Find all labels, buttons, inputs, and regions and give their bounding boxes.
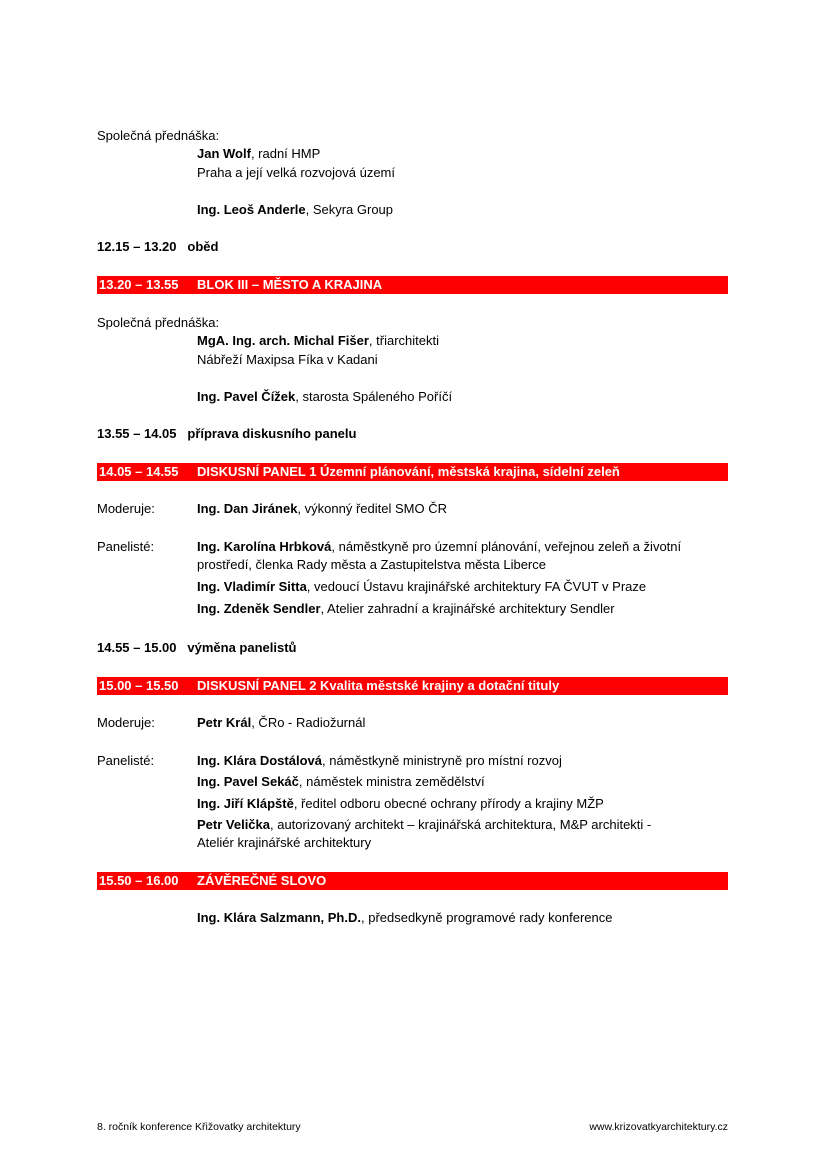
moderator-name: Petr Král (197, 715, 252, 730)
schedule-item-swap (97, 639, 296, 657)
panelist-name: Ing. Jiří Klápště (197, 796, 294, 811)
section-time: 15.00 – 15.50 (99, 678, 179, 693)
schedule-time: 14.55 – 15.00 (97, 640, 177, 655)
panelist-name: Ing. Vladimír Sitta (197, 579, 307, 594)
panelist-name: Ing. Klára Dostálová (197, 753, 322, 768)
panelist-line (197, 773, 485, 791)
schedule-time: 12.15 – 13.20 (97, 239, 177, 254)
section-title: ZÁVĚREČNÉ SLOVO (197, 873, 327, 888)
speaker-name: Ing. Klára Salzmann, Ph.D. (197, 910, 361, 925)
panelist-name: Petr Velička (197, 817, 270, 832)
section-bar-panel-2 (97, 677, 728, 695)
speaker-affiliation: , předsedkyně programové rady konference (360, 910, 613, 925)
footer-conference-name: 8. ročník konference Křižovatky architektury (97, 1121, 301, 1133)
speaker-line (197, 201, 393, 219)
moderator-name: Ing. Dan Jiránek (197, 501, 298, 516)
closing-speaker-line (197, 909, 612, 927)
schedule-item-prep (97, 425, 356, 443)
section-time: 14.05 – 14.55 (99, 464, 179, 479)
section-title: BLOK III – MĚSTO A KRAJINA (197, 277, 383, 292)
panelist-line (197, 578, 646, 596)
panelist-line (197, 600, 615, 618)
speaker-name: MgA. Ing. arch. Michal Fišer (197, 333, 369, 348)
moderator-label: Moderuje: (97, 501, 155, 516)
section-time: 13.20 – 13.55 (99, 277, 179, 292)
panelist-affiliation: , náměstkyně ministryně pro místní rozvoj (321, 753, 562, 768)
talk-title: Praha a její velká rozvojová území (197, 165, 395, 180)
lecture-label: Společná přednáška: (97, 128, 220, 143)
moderator-affiliation: , výkonný ředitel SMO ČR (297, 501, 447, 516)
panelist-line (197, 752, 562, 770)
footer-website-link[interactable]: www.krizovatkyarchitektury.cz (589, 1121, 728, 1133)
lecture-label: Společná přednáška: (97, 315, 220, 330)
panelist-line (197, 816, 651, 834)
moderator-line (197, 714, 365, 732)
panelist-name: Ing. Zdeněk Sendler (197, 601, 321, 616)
panelist-line (197, 538, 681, 556)
moderator-line (197, 500, 447, 518)
panelist-affiliation: , Atelier zahradní a krajinářské architektury Sendler (320, 601, 615, 616)
panelist-affiliation: , náměstek ministra zemědělství (298, 774, 485, 789)
panelist-affiliation-continued: prostředí, členka Rady města a Zastupitelstva města Liberce (197, 557, 546, 572)
schedule-item-lunch (97, 238, 218, 256)
panelist-affiliation: , autorizovaný architekt – krajinářská architektura, M&P architekti - (270, 817, 652, 832)
panelist-affiliation: , náměstkyně pro územní plánování, veřejnou zeleň a životní (331, 539, 682, 554)
speaker-line (197, 332, 439, 350)
speaker-name: Ing. Leoš Anderle (197, 202, 306, 217)
panelist-affiliation-continued: Ateliér krajinářské architektury (197, 835, 372, 850)
panelist-name: Ing. Pavel Sekáč (197, 774, 299, 789)
section-bar-block-iii (97, 276, 728, 294)
schedule-time: 13.55 – 14.05 (97, 426, 177, 441)
panelist-affiliation: , vedoucí Ústavu krajinářské architektury FA ČVUT v Praze (306, 579, 647, 594)
speaker-line (197, 145, 320, 163)
section-bar-closing (97, 872, 728, 890)
speaker-affiliation: , radní HMP (250, 146, 321, 161)
moderator-label: Moderuje: (97, 715, 155, 730)
schedule-label: výměna panelistů (187, 640, 297, 655)
speaker-line (197, 388, 452, 406)
panelist-name: Ing. Karolína Hrbková (197, 539, 332, 554)
speaker-affiliation: , Sekyra Group (305, 202, 394, 217)
panelist-affiliation: , ředitel odboru obecné ochrany přírody a krajiny MŽP (293, 796, 604, 811)
section-bar-panel-1 (97, 463, 728, 481)
section-time: 15.50 – 16.00 (99, 873, 179, 888)
section-title: DISKUSNÍ PANEL 2 Kvalita městské krajiny a dotační tituly (197, 678, 560, 693)
section-title: DISKUSNÍ PANEL 1 Územní plánování, městská krajina, sídelní zeleň (197, 464, 620, 479)
speaker-affiliation: , starosta Spáleného Poříčí (295, 389, 453, 404)
moderator-affiliation: , ČRo - Radiožurnál (251, 715, 366, 730)
speaker-name: Ing. Pavel Čížek (197, 389, 296, 404)
speaker-affiliation: , třiarchitekti (368, 333, 439, 348)
panelists-label: Panelisté: (97, 753, 155, 768)
panelists-label: Panelisté: (97, 539, 155, 554)
speaker-name: Jan Wolf (197, 146, 251, 161)
talk-title: Nábřeží Maxipsa Fíka v Kadani (197, 352, 378, 367)
schedule-label: oběd (187, 239, 219, 254)
panelist-line (197, 795, 604, 813)
schedule-label: příprava diskusního panelu (187, 426, 357, 441)
